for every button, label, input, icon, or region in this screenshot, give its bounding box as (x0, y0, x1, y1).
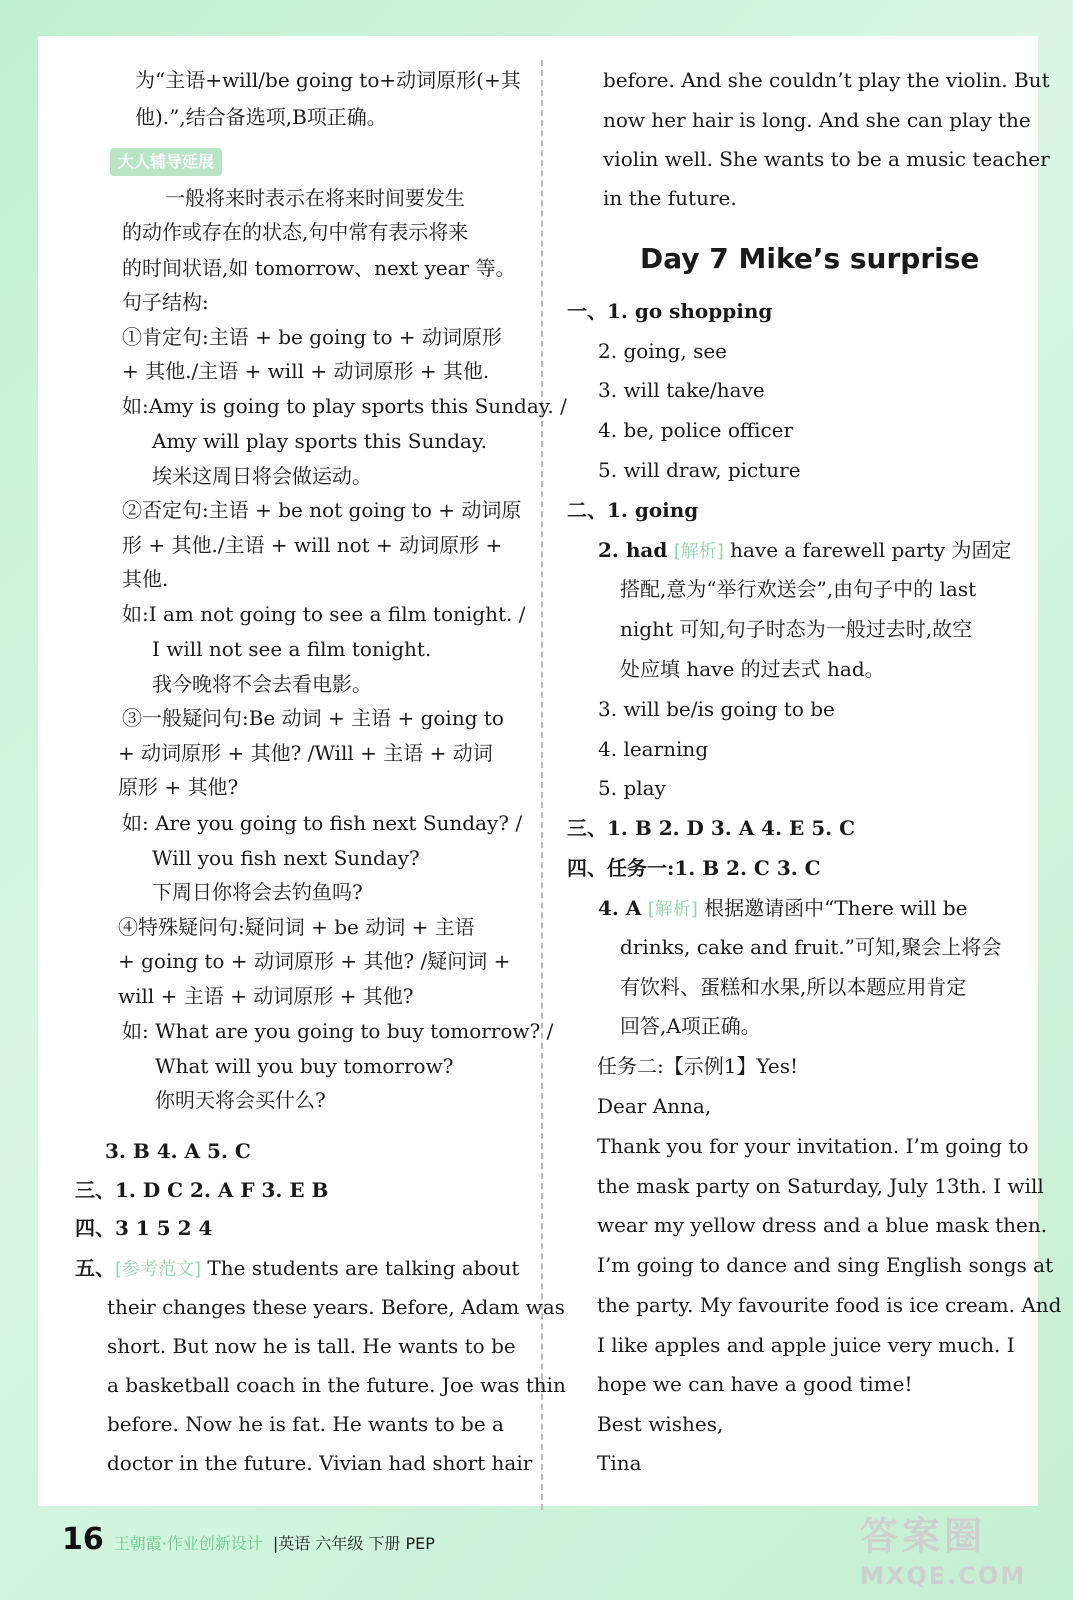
answer-line (598, 538, 1011, 564)
page-footer (62, 1522, 435, 1557)
page-number: 16 (62, 1522, 104, 1557)
text-line: 埃米这周日将会做运动。 (152, 464, 372, 488)
text-line: 一般将来时表示在将来时间要发生 (165, 186, 465, 210)
text-line: 原形 + 其他? (118, 775, 239, 799)
letter-line: I like apples and apple juice very much. I (597, 1333, 1015, 1357)
text-line: 我今晚将不会去看电影。 (152, 672, 372, 696)
letter-line: Dear Anna, (597, 1094, 712, 1118)
text-line: 如:I am not going to see a film tonight. / (122, 602, 526, 626)
text-line: ①肯定句:主语 + be going to + 动词原形 (122, 325, 503, 349)
text-line: 如:Amy is going to play sports this Sunday. / (122, 394, 567, 418)
section-label: 五、 (75, 1256, 115, 1280)
text-line: Amy will play sports this Sunday. (152, 429, 487, 453)
answer-line: 四、3 1 5 2 4 (75, 1216, 213, 1240)
answer-line: 3. will take/have (598, 378, 765, 402)
answer-line: 2. going, see (598, 339, 728, 363)
letter-line: the party. My favourite food is ice cream. And (597, 1293, 1062, 1317)
note-tag: [解析] (673, 541, 724, 562)
answer-line (75, 1256, 519, 1282)
note-tag: [参考范文] (115, 1259, 202, 1280)
essay-line: before. And she couldn’t play the violin. But (603, 68, 1050, 92)
text-line: 如: What are you going to buy tomorrow? / (122, 1019, 554, 1043)
text-line: 形 + 其他./主语 + will not + 动词原形 + (122, 533, 503, 557)
text-line: will + 主语 + 动词原形 + 其他? (118, 984, 414, 1008)
text-line: Will you fish next Sunday? (152, 846, 420, 870)
answer-line: 三、1. D C 2. A F 3. E B (75, 1178, 329, 1202)
essay-text: The students are talking about (207, 1256, 520, 1280)
text-line: 为“主语+will/be going to+动词原形(+其 (135, 68, 521, 92)
text-line: I will not see a film tonight. (152, 637, 432, 661)
text-line: What will you buy tomorrow? (155, 1054, 454, 1078)
explanation-line: 回答,A项正确。 (620, 1014, 761, 1038)
explanation-text: 根据邀请函中“There will be (704, 896, 968, 920)
note-tag: [解析] (647, 899, 698, 920)
answer-line: 四、任务一:1. B 2. C 3. C (567, 856, 821, 880)
section-tag: 大人辅导延展 (110, 148, 222, 176)
text-line: ②否定句:主语 + be not going to + 动词原 (122, 498, 522, 522)
letter-line: I’m going to dance and sing English songs at (597, 1253, 1054, 1277)
letter-line: wear my yellow dress and a blue mask then. (597, 1213, 1048, 1237)
letter-line: the mask party on Saturday, July 13th. I will (597, 1174, 1044, 1198)
answer-line: 二、1. going (567, 498, 699, 522)
essay-line: violin well. She wants to be a music teacher (603, 147, 1050, 171)
text-line: 下周日你将会去钓鱼吗? (152, 880, 363, 904)
letter-line: Tina (597, 1451, 642, 1475)
letter-line: hope we can have a good time! (597, 1372, 913, 1396)
task-heading: 任务二:【示例1】Yes! (597, 1054, 799, 1078)
answer-line: 3. B 4. A 5. C (105, 1139, 251, 1163)
essay-line: now her hair is long. And she can play the (603, 108, 1031, 132)
column-divider (541, 60, 543, 1510)
watermark-title: 答案圈 (860, 1514, 987, 1558)
answer-line: 三、1. B 2. D 3. A 4. E 5. C (567, 816, 855, 840)
answer-number: 2. had (598, 538, 668, 562)
text-line: ④特殊疑问句:疑问词 + be 动词 + 主语 (118, 915, 475, 939)
day-title: Day 7 Mike’s surprise (640, 242, 980, 275)
tag-container (110, 148, 222, 176)
text-line: 你明天将会买什么? (155, 1088, 326, 1112)
text-line: + 其他./主语 + will + 动词原形 + 其他. (122, 359, 490, 383)
essay-line: their changes these years. Before, Adam was (107, 1295, 565, 1319)
site-watermark (860, 1505, 1060, 1595)
explanation-text: have a farewell party 为固定 (730, 538, 1012, 562)
brand-name: 王朝霞·作业创新设计 (113, 1534, 263, 1553)
essay-line: doctor in the future. Vivian had short hair (107, 1451, 533, 1475)
text-line: + 动词原形 + 其他? /Will + 主语 + 动词 (118, 741, 493, 765)
text-line: ③一般疑问句:Be 动词 + 主语 + going to (122, 706, 504, 730)
answer-line: 4. be, police officer (598, 418, 794, 442)
answer-line: 3. will be/is going to be (598, 697, 835, 721)
text-line: 其他. (122, 567, 169, 591)
text-line: 如: Are you going to fish next Sunday? / (122, 811, 523, 835)
essay-line: in the future. (603, 186, 737, 210)
letter-line: Best wishes, (597, 1412, 724, 1436)
text-line: 他).”,结合备选项,B项正确。 (135, 105, 387, 129)
essay-line: short. But now he is tall. He wants to be (107, 1334, 516, 1358)
answer-line: 5. play (598, 776, 666, 800)
text-line: + going to + 动词原形 + 其他? /疑问词 + (118, 949, 511, 973)
subject-label: |英语 六年级 下册 PEP (272, 1534, 435, 1553)
explanation-line: drinks, cake and fruit.”可知,聚会上将会 (620, 935, 1002, 959)
explanation-line: 处应填 have 的过去式 had。 (620, 657, 885, 681)
answer-line: 4. learning (598, 737, 709, 761)
answer-line: 一、1. go shopping (567, 299, 773, 323)
answer-line (598, 896, 967, 922)
essay-line: a basketball coach in the future. Joe was thin (107, 1373, 566, 1397)
explanation-line: 有饮料、蛋糕和水果,所以本题应用肯定 (620, 975, 967, 999)
answer-number: 4. A (598, 896, 642, 920)
explanation-line: night 可知,句子时态为一般过去时,故空 (620, 617, 973, 641)
text-line: 句子结构: (122, 290, 209, 314)
essay-line: before. Now he is fat. He wants to be a (107, 1412, 504, 1436)
letter-line: Thank you for your invitation. I’m going to (597, 1134, 1029, 1158)
text-line: 的时间状语,如 tomorrow、next year 等。 (122, 256, 516, 280)
answer-line: 5. will draw, picture (598, 458, 801, 482)
watermark-url: MXQE.COM (860, 1562, 1027, 1590)
explanation-line: 搭配,意为“举行欢送会”,由句子中的 last (620, 577, 977, 601)
text-line: 的动作或存在的状态,句中常有表示将来 (122, 220, 469, 244)
